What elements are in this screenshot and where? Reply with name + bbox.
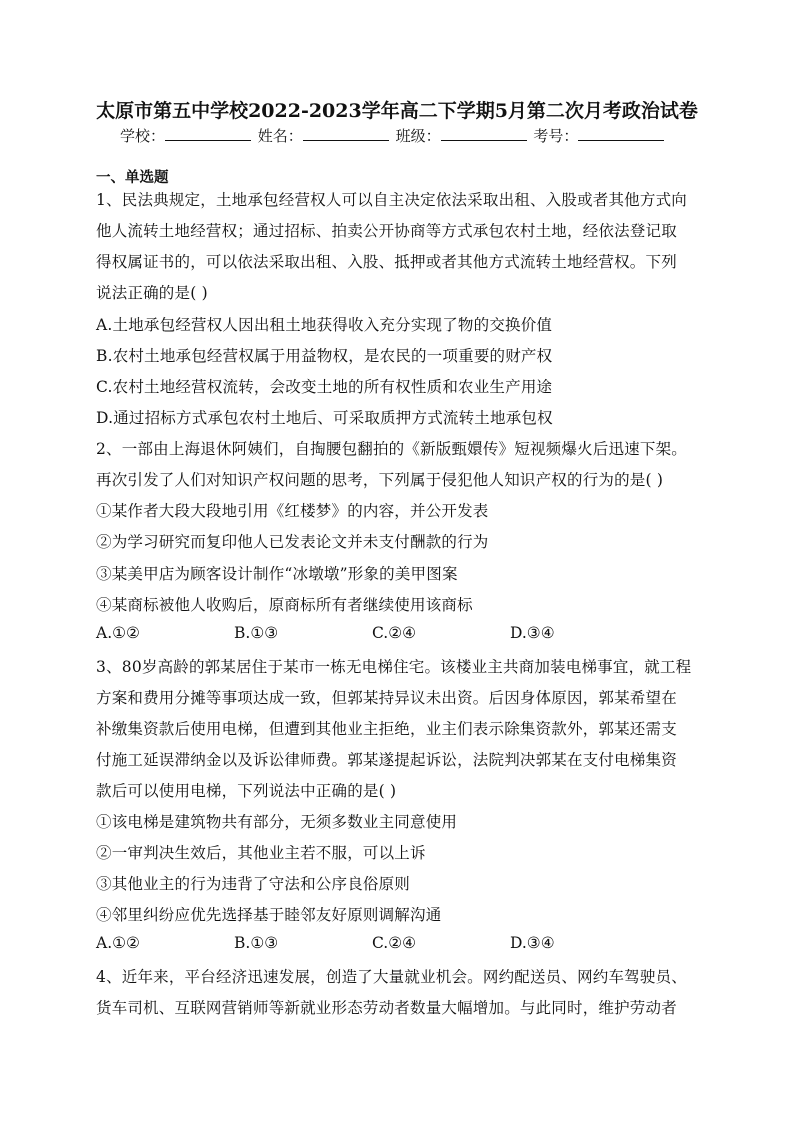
number-label: 考号： [533,127,579,145]
q2-line: 再次引发了人们对知识产权问题的思考，下列属于侵犯他人知识产权的行为的是( ) [96,471,664,489]
school-label: 学校： [120,127,166,145]
q1-line: 说法正确的是( ) [96,284,208,302]
q1-option-d: D.通过招标方式承包农村土地后、可采取质押方式流转土地承包权 [96,409,553,427]
q3-line: 款后可以使用电梯，下列说法中正确的是( ) [96,782,397,800]
student-info-line [120,125,680,146]
q3-line: 方案和费用分摊等事项达成一致，但郭某持异议未出资。后因身体原因，郭某希望在 [96,689,677,707]
q4-line: 货车司机、互联网营销师等新就业形态劳动者数量大幅增加。与此同时，维护劳动者 [96,999,677,1017]
q1-option-c: C.农村土地经营权流转，会改变土地的所有权性质和农业生产用途 [96,378,553,396]
q1-line: 1、民法典规定，土地承包经营权人可以自主决定依法采取出租、入股或者其他方式向 [96,191,687,209]
q2-item: ②为学习研究而复印他人已发表论文并未支付酬款的行为 [96,533,489,551]
q2-choice-b: B.①③ [234,624,279,642]
class-label: 班级： [395,127,441,145]
school-blank[interactable] [165,126,251,141]
section-heading: 一、单选题 [96,169,169,186]
exam-title: 太原市第五中学校2022-2023学年高二下学期5月第二次月考政治试卷 [96,100,698,122]
q3-line: 付施工延误滞纳金以及诉讼律师费。郭某遂提起诉讼，法院判决郭某在支付电梯集资 [96,751,677,769]
q1-option-a: A.土地承包经营权人因出租土地获得收入充分实现了物的交换价值 [96,316,553,334]
q1-line: 得权属证书的，可以依法采取出租、入股、抵押或者其他方式流转土地经营权。下列 [96,253,677,271]
q2-choice-c: C.②④ [372,624,417,642]
q3-item: ③其他业主的行为违背了守法和公序良俗原则 [96,875,411,893]
name-blank[interactable] [303,126,389,141]
number-blank[interactable] [578,126,664,141]
q3-choice-d: D.③④ [510,934,555,952]
q2-item: ④某商标被他人收购后，原商标所有者继续使用该商标 [96,596,473,614]
q3-item: ④邻里纠纷应优先选择基于睦邻友好原则调解沟通 [96,906,442,924]
q3-item: ①该电梯是建筑物共有部分，无须多数业主同意使用 [96,813,458,831]
q3-item: ②一审判决生效后，其他业主若不服，可以上诉 [96,844,426,862]
q2-choice-a: A.①② [96,624,140,642]
q3-choice-c: C.②④ [372,934,417,952]
q1-line: 他人流转土地经营权；通过招标、拍卖公开协商等方式承包农村土地，经依法登记取 [96,222,677,240]
q2-line: 2、一部由上海退休阿姨们，自掏腰包翻拍的《新版甄嬛传》短视频爆火后迅速下架。 [96,440,687,458]
class-blank[interactable] [441,126,527,141]
q2-choice-d: D.③④ [510,624,555,642]
q3-line: 补缴集资款后使用电梯，但遭到其他业主拒绝，业主们表示除集资款外，郭某还需支 [96,720,677,738]
q2-item: ③某美甲店为顾客设计制作“冰墩墩”形象的美甲图案 [96,565,458,583]
q1-option-b: B.农村土地承包经营权属于用益物权，是农民的一项重要的财产权 [96,347,553,365]
q3-choice-a: A.①② [96,934,140,952]
q3-choice-b: B.①③ [234,934,279,952]
q2-item: ①某作者大段大段地引用《红楼梦》的内容，并公开发表 [96,502,489,520]
q3-line: 3、80岁高龄的郭某居住于某市一栋无电梯住宅。该楼业主共商加装电梯事宜，就工程 [96,658,692,676]
q4-line: 4、近年来，平台经济迅速发展，创造了大量就业机会。网约配送员、网约车驾驶员、 [96,968,687,986]
name-label: 姓名： [257,127,303,145]
